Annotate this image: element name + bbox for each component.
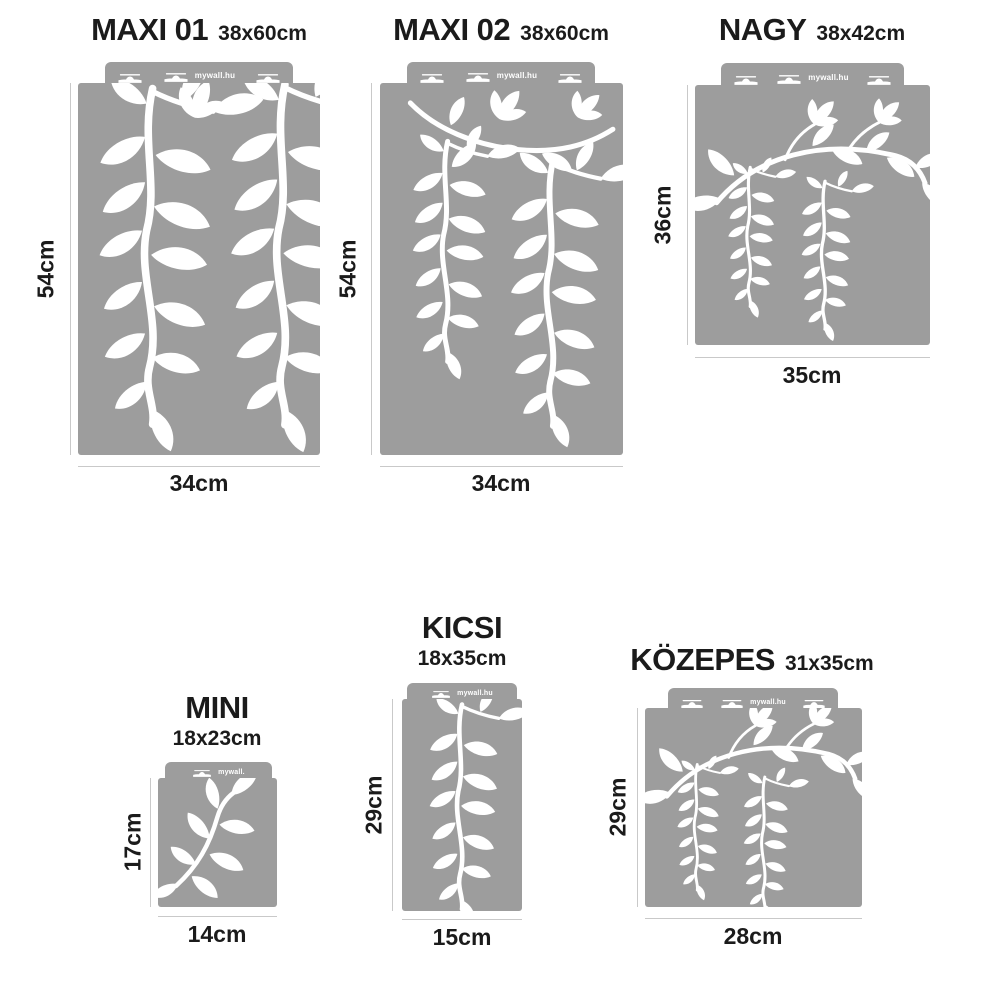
width-dim-line <box>645 918 862 919</box>
width-dim-label: 35cm <box>782 362 842 388</box>
hanger-tab-icon <box>776 75 802 84</box>
stencil-size-label: 38x60cm <box>520 22 609 45</box>
stencil-title-nagy <box>719 12 905 48</box>
stencil-name: MAXI 02 <box>393 12 511 47</box>
stencil-name: KÖZEPES <box>630 642 775 677</box>
hanger-tab-icon <box>431 691 451 698</box>
hanger-tab-icon <box>117 74 143 83</box>
brand-text: mywall.hu <box>808 73 849 82</box>
brand-text: mywall.hu <box>457 690 493 697</box>
brand-text: mywall.hu <box>496 71 538 80</box>
stencil-name: MAXI 01 <box>91 12 209 47</box>
width-dim-label: 34cm <box>471 470 531 496</box>
leaf-pattern <box>645 708 862 907</box>
stencil-size-label: 38x60cm <box>218 22 307 45</box>
stencil-sheet-kozepes <box>645 708 862 907</box>
stencil-title-maxi01 <box>91 12 307 48</box>
leaf-pattern <box>380 83 623 455</box>
width-dim-label: 15cm <box>432 924 492 950</box>
brand-text: mywall. <box>218 769 245 776</box>
stencil-size-label: 18x23cm <box>172 727 262 750</box>
width-dim-line <box>78 466 320 467</box>
height-dim-line <box>150 778 151 907</box>
leaf-pattern <box>695 85 930 345</box>
hanger-strip <box>668 688 838 708</box>
hanger-strip <box>165 762 272 778</box>
stencil-size-label: 38x42cm <box>816 22 906 45</box>
hanger-strip <box>105 62 293 83</box>
height-dim-line <box>392 699 393 911</box>
height-dim-line <box>687 85 688 345</box>
width-dim-label: 14cm <box>187 921 247 947</box>
stencil-size-label: 31x35cm <box>784 652 874 675</box>
height-dim-line <box>637 708 638 907</box>
height-dim-label: 29cm <box>604 777 631 837</box>
leaf-pattern <box>158 778 277 907</box>
stencil-sheet-nagy <box>695 85 930 345</box>
leaf-pattern <box>78 83 320 455</box>
height-dim-label: 54cm <box>334 239 361 299</box>
stencil-title-kicsi <box>418 612 507 671</box>
height-dim-label: 36cm <box>649 185 676 245</box>
width-dim-line <box>695 357 930 358</box>
hanger-tab-icon <box>866 76 892 85</box>
hanger-strip <box>407 62 595 83</box>
hanger-tab-icon <box>557 74 583 83</box>
hanger-tab-icon <box>733 76 759 85</box>
stencil-title-mini <box>173 692 262 751</box>
stencil-size-label: 18x35cm <box>417 647 507 670</box>
hanger-tab-icon <box>680 700 704 708</box>
hanger-tab-icon <box>419 74 445 83</box>
leaf-pattern <box>402 699 522 911</box>
stencil-sheet-mini <box>158 778 277 907</box>
stencil-sheet-maxi02 <box>380 83 623 455</box>
stencil-sheet-maxi01 <box>78 83 320 455</box>
width-dim-label: 28cm <box>723 923 783 949</box>
width-dim-label: 34cm <box>169 470 229 496</box>
hanger-tab-icon <box>192 770 212 777</box>
stencil-title-maxi02 <box>393 12 609 48</box>
stencil-name: MINI <box>185 690 249 725</box>
height-dim-label: 17cm <box>119 812 146 872</box>
width-dim-line <box>402 919 522 920</box>
width-dim-line <box>380 466 623 467</box>
stencil-sheet-kicsi <box>402 699 522 911</box>
stencil-name: NAGY <box>718 12 807 47</box>
hanger-tab-icon <box>720 700 744 708</box>
hanger-tab-icon <box>163 73 189 82</box>
height-dim-line <box>70 83 71 455</box>
height-dim-label: 54cm <box>32 239 59 299</box>
hanger-tab-icon <box>802 700 826 708</box>
stencil-title-kozepes <box>630 642 873 678</box>
hanger-tab-icon <box>255 74 281 83</box>
width-dim-line <box>158 916 277 917</box>
brand-text: mywall.hu <box>750 699 786 706</box>
stencil-name: KICSI <box>421 610 503 645</box>
height-dim-label: 29cm <box>360 775 387 835</box>
brand-text: mywall.hu <box>194 71 236 80</box>
hanger-tab-icon <box>465 73 491 82</box>
height-dim-line <box>371 83 372 455</box>
hanger-strip <box>407 683 517 699</box>
hanger-strip <box>721 63 904 85</box>
